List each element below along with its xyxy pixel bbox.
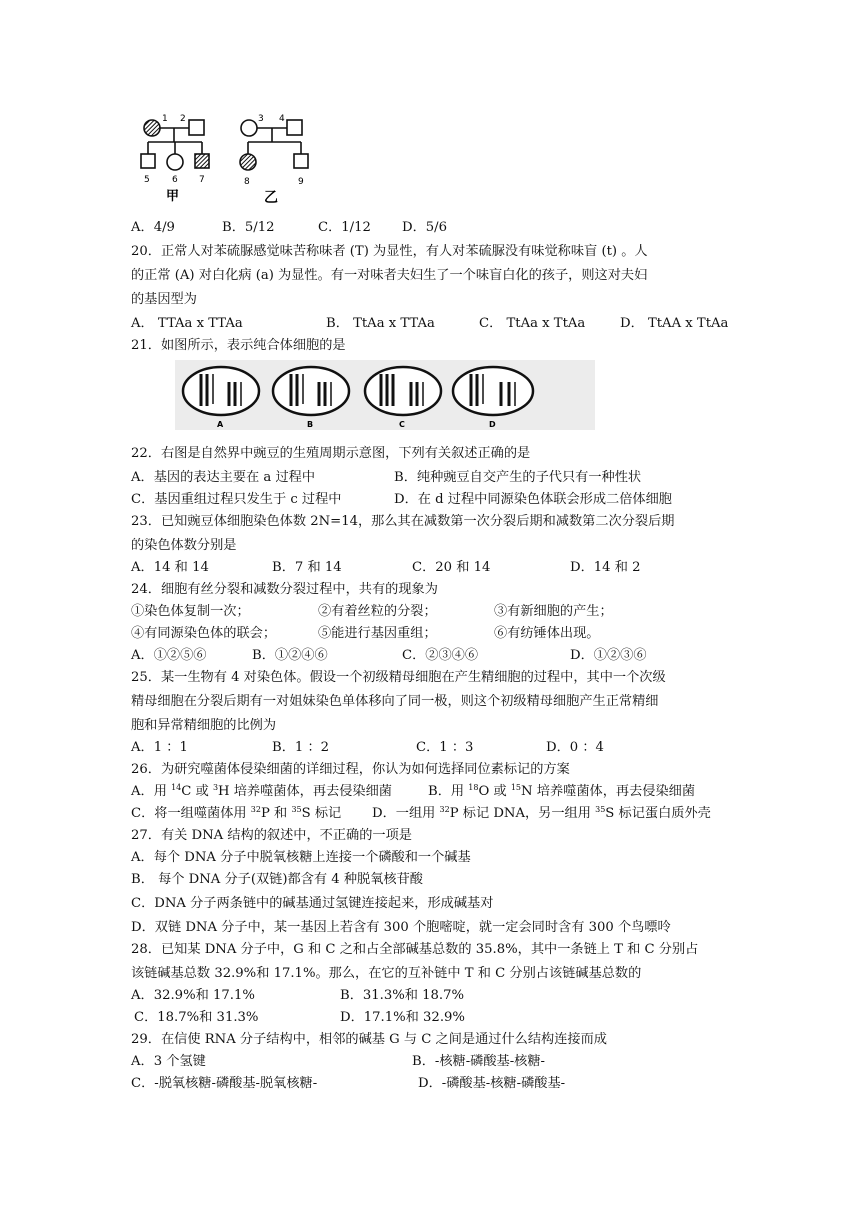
q24-option-c[interactable]: C．②③④⑥ — [402, 648, 479, 663]
q29-option-a[interactable]: A．3 个氢键 — [131, 1054, 206, 1069]
pedigree-label-5: 5 — [144, 175, 150, 185]
q20-option-c[interactable]: C． TtAa x TtAa — [479, 316, 586, 331]
q25-option-c[interactable]: C．1 ：3 — [416, 740, 474, 755]
q28-stem-line2: 该链碱基总数 32.9%和 17.1%。那么，在它的互补链中 T 和 C 分别占该链碱基总数的 — [131, 966, 642, 981]
q26-option-b[interactable]: B．用 $^{18}$O 或 $^{15}$N 培养噬菌体，再去侵染细菌 — [428, 783, 696, 799]
q27-option-d[interactable]: D．双链 DNA 分子中，某一基因上若含有 300 个胞嘧啶，就一定会同时含有 300 个鸟嘌呤 — [131, 920, 671, 935]
q25-option-d[interactable]: D．0 ：4 — [546, 740, 604, 755]
q20-stem-line2: 的正常 (A) 对白化病 (a) 为显性。有一对味者夫妇生了一个味盲白化的孩子，则这对夫妇 — [131, 268, 648, 283]
q29-stem: 29．在信使 RNA 分子结构中，相邻的碱基 G 与 C 之间是通过什么结构连接而成 — [131, 1032, 607, 1047]
pedigree-label-9: 9 — [298, 177, 304, 187]
pedigree-label-2: 2 — [180, 114, 186, 124]
q25-stem-line1: 25．某一生物有 4 对染色体。假设一个初级精母细胞在产生精细胞的过程中，其中一个次级 — [131, 670, 666, 685]
q28-option-a[interactable]: A．32.9%和 17.1% — [131, 988, 255, 1003]
q24-item-3: ③有新细胞的产生； — [494, 604, 613, 619]
q19-option-a[interactable]: A．4/9 — [131, 220, 175, 235]
q21-cell-figure — [175, 360, 595, 430]
q20-option-b[interactable]: B． TtAa x TTAa — [326, 316, 435, 331]
pedigree-individual-4 — [287, 120, 302, 135]
q29-option-b[interactable]: B．-核糖-磷酸基-核糖- — [412, 1054, 546, 1069]
q24-stem: 24．细胞有丝分裂和减数分裂过程中，共有的现象为 — [131, 582, 438, 597]
q23-option-a[interactable]: A．14 和 14 — [131, 560, 209, 575]
q21-cell-label-b: B — [307, 420, 314, 429]
q20-stem-line3: 的基因型为 — [131, 292, 197, 307]
q24-option-a[interactable]: A．①②⑤⑥ — [131, 648, 207, 663]
q22-option-c[interactable]: C．基因重组过程只发生于 c 过程中 — [131, 492, 342, 507]
q27-option-c[interactable]: C．DNA 分子两条链中的碱基通过氢键连接起来，形成碱基对 — [131, 896, 494, 911]
q28-stem-line1: 28．已知某 DNA 分子中，G 和 C 之和占全部碱基总数的 35.8%，其中一条链上 T 和 C 分别占 — [131, 942, 699, 957]
q23-option-c[interactable]: C．20 和 14 — [412, 560, 491, 575]
q25-option-b[interactable]: B．1 ：2 — [272, 740, 330, 755]
q21-cell-label-a: A — [217, 420, 224, 429]
pedigree-individual-3 — [241, 120, 257, 136]
q24-item-1: ①染色体复制一次； — [131, 604, 250, 619]
q25-stem-line3: 胞和异常精细胞的比例为 — [131, 718, 277, 733]
q26-stem: 26．为研究噬菌体侵染细菌的详细过程，你认为如何选择同位素标记的方案 — [131, 762, 570, 777]
q20-option-a[interactable]: A． TTAa x TTAa — [131, 316, 243, 331]
q25-option-a[interactable]: A．1 ：1 — [131, 740, 188, 755]
pedigree-label-4: 4 — [279, 114, 285, 124]
q27-stem: 27．有关 DNA 结构的叙述中，不正确的一项是 — [131, 828, 412, 843]
pedigree-group-b-label: 乙 — [264, 190, 278, 206]
q23-stem-line1: 23．已知豌豆体细胞染色体数 2N=14，那么其在减数第一次分裂后期和减数第二次分裂后期 — [131, 514, 675, 529]
q28-option-c[interactable]: C．18.7%和 31.3% — [134, 1010, 259, 1025]
q23-option-b[interactable]: B．7 和 14 — [272, 560, 342, 575]
q22-option-a[interactable]: A．基因的表达主要在 a 过程中 — [131, 470, 316, 485]
pedigree-group-a-label: 甲 — [166, 189, 180, 204]
q29-option-c[interactable]: C．-脱氧核糖-磷酸基-脱氧核糖- — [131, 1076, 318, 1091]
q27-option-a[interactable]: A．每个 DNA 分子中脱氧核糖上连接一个磷酸和一个碱基 — [131, 850, 471, 865]
pedigree-individual-1 — [144, 120, 160, 136]
q20-stem-line1: 20．正常人对苯硫脲感觉味苦称味者 (T) 为显性，有人对苯硫脲没有味觉称味盲 (t) 。人 — [131, 244, 648, 259]
q29-option-d[interactable]: D．-磷酸基-核糖-磷酸基- — [418, 1076, 566, 1091]
q22-option-b[interactable]: B．纯种豌豆自交产生的子代只有一种性状 — [394, 470, 642, 485]
q22-option-d[interactable]: D．在 d 过程中同源染色体联会形成二倍体细胞 — [394, 492, 672, 507]
q20-option-d[interactable]: D． TtAA x TtAa — [620, 316, 729, 331]
pedigree-label-7: 7 — [199, 175, 205, 185]
q19-option-c[interactable]: C．1/12 — [318, 220, 371, 235]
q24-option-d[interactable]: D．①②③⑥ — [570, 648, 647, 663]
pedigree-label-6: 6 — [172, 175, 178, 185]
pedigree-label-1: 1 — [162, 114, 168, 124]
q24-item-2: ②有着丝粒的分裂； — [318, 604, 437, 619]
pedigree-label-3: 3 — [258, 114, 264, 124]
q23-option-d[interactable]: D．14 和 2 — [570, 560, 641, 575]
q21-cell-label-d: D — [489, 420, 496, 429]
q24-item-5: ⑤能进行基因重组； — [318, 626, 437, 641]
q28-option-b[interactable]: B．31.3%和 18.7% — [340, 988, 465, 1003]
pedigree-individual-9 — [294, 154, 308, 168]
q27-option-b[interactable]: B． 每个 DNA 分子(双链)都含有 4 种脱氧核苷酸 — [131, 872, 423, 887]
q21-cell-label-c: C — [399, 420, 405, 429]
q24-item-6: ⑥有纺锤体出现。 — [494, 626, 600, 641]
q21-stem: 21．如图所示，表示纯合体细胞的是 — [131, 338, 346, 353]
q23-stem-line2: 的染色体数分别是 — [131, 538, 237, 553]
pedigree-label-8: 8 — [244, 177, 250, 187]
q24-item-4: ④有同源染色体的联会； — [131, 626, 277, 641]
q26-option-d[interactable]: D．一组用 $^{32}$P 标记 DNA，另一组用 $^{35}$S 标记蛋白质外壳 — [372, 805, 711, 821]
q22-stem: 22．右图是自然界中豌豆的生殖周期示意图，下列有关叙述正确的是 — [131, 446, 531, 461]
pedigree-figure — [136, 108, 336, 208]
pedigree-individual-2 — [189, 120, 204, 135]
pedigree-individual-5 — [141, 154, 155, 168]
pedigree-individual-8 — [240, 154, 256, 170]
q19-option-d[interactable]: D．5/6 — [402, 220, 447, 235]
q26-option-a[interactable]: A．用 $^{14}$C 或 $^3$H 培养噬菌体，再去侵染细菌 — [131, 783, 392, 799]
q28-option-d[interactable]: D．17.1%和 32.9% — [340, 1010, 465, 1025]
pedigree-individual-6 — [167, 154, 183, 170]
q24-option-b[interactable]: B．①②④⑥ — [252, 648, 328, 663]
q19-option-b[interactable]: B．5/12 — [222, 220, 275, 235]
pedigree-individual-7 — [195, 154, 209, 168]
q26-option-c[interactable]: C．将一组噬菌体用 $^{32}$P 和 $^{35}$S 标记 — [131, 805, 342, 821]
q25-stem-line2: 精母细胞在分裂后期有一对姐妹染色单体移向了同一极，则这个初级精母细胞产生正常精细 — [131, 694, 659, 709]
